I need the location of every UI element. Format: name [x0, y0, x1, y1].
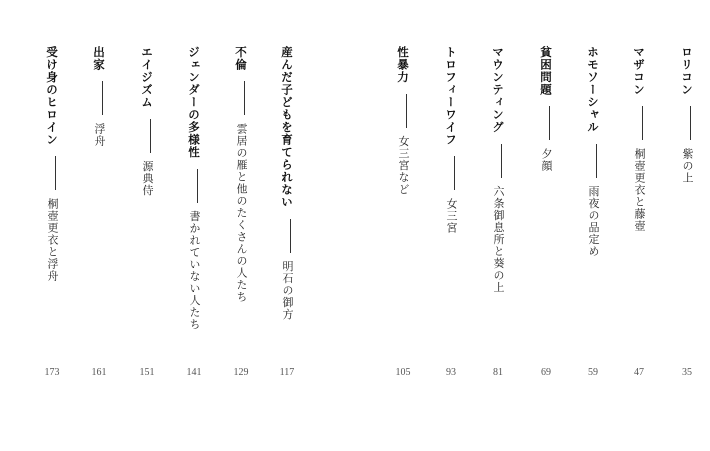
page-number: 105: [395, 367, 411, 378]
page-number: 151: [139, 367, 155, 378]
toc-entry[interactable]: [392, 46, 414, 426]
entry-chapter: 夕顔: [540, 148, 553, 172]
entry-title: エイジズム: [140, 46, 154, 109]
leader-dash: [406, 94, 407, 128]
entry-chapter: 雨夜の品定め: [587, 185, 600, 258]
leader-dash: [244, 81, 245, 115]
toc-entry[interactable]: [628, 46, 650, 426]
page-number: 117: [279, 367, 295, 378]
leader-dash: [102, 81, 103, 115]
leader-dash: [549, 106, 550, 140]
page-number: 161: [91, 367, 107, 378]
entry-chapter: 明石の御方: [281, 260, 294, 321]
toc-entry[interactable]: [136, 46, 158, 426]
entry-title: マウンティング: [491, 46, 505, 134]
leader-dash: [642, 106, 643, 140]
entry-chapter: 桐壺更衣と浮舟: [46, 198, 59, 282]
toc-entry[interactable]: [535, 46, 557, 426]
entry-title: 産んだ子どもを育てられない: [280, 46, 294, 209]
leader-dash: [501, 144, 502, 178]
entry-title: トロフィーワイフ: [444, 46, 458, 146]
toc-entry[interactable]: [487, 46, 509, 426]
entry-title: ジェンダーの多様性: [187, 46, 201, 159]
leader-dash: [197, 169, 198, 203]
entry-chapter: 浮舟: [93, 123, 106, 147]
toc-entry[interactable]: [41, 46, 63, 426]
toc-entry[interactable]: [676, 46, 698, 426]
entry-title: マザコン: [632, 46, 646, 96]
leader-dash: [596, 144, 597, 178]
entry-title: 貧困問題: [539, 46, 553, 96]
entry-chapter: 源典侍: [141, 160, 154, 197]
page-number: 59: [588, 367, 598, 378]
page-number: 35: [682, 367, 692, 378]
leader-dash: [454, 156, 455, 190]
entry-title: 性暴力: [396, 46, 410, 84]
page-number: 129: [233, 367, 249, 378]
entry-chapter: 書かれていない人たち: [188, 210, 201, 331]
entry-chapter: 女三宮など: [397, 135, 410, 196]
entry-title: 不倫: [234, 46, 248, 71]
entry-title: 出家: [92, 46, 106, 71]
page-number: 81: [493, 367, 503, 378]
page-number: 69: [541, 367, 551, 378]
entry-title: ロリコン: [680, 46, 694, 96]
page-number: 141: [186, 367, 202, 378]
page-number: 93: [446, 367, 456, 378]
toc-entry[interactable]: [276, 46, 298, 426]
entry-title: ホモソーシャル: [586, 46, 600, 134]
leader-dash: [150, 119, 151, 153]
leader-dash: [55, 156, 56, 190]
entry-chapter: 紫の上: [681, 148, 694, 184]
page-number: 47: [634, 367, 644, 378]
page-number: 173: [44, 367, 60, 378]
leader-dash: [290, 219, 291, 253]
entry-title: 受け身のヒロイン: [45, 46, 59, 146]
toc-entry[interactable]: [230, 46, 252, 426]
entry-chapter: 雲居の雁と他のたくさんの人たち: [235, 123, 248, 303]
toc-entry[interactable]: [440, 46, 462, 426]
toc-entry[interactable]: [582, 46, 604, 426]
toc-entry[interactable]: [88, 46, 110, 426]
entry-chapter: 桐壺更衣と藤壺: [633, 148, 646, 232]
toc-entry[interactable]: [183, 46, 205, 426]
leader-dash: [690, 106, 691, 140]
entry-chapter: 女三宮: [445, 198, 458, 234]
entry-chapter: 六条御息所と葵の上: [492, 185, 505, 294]
